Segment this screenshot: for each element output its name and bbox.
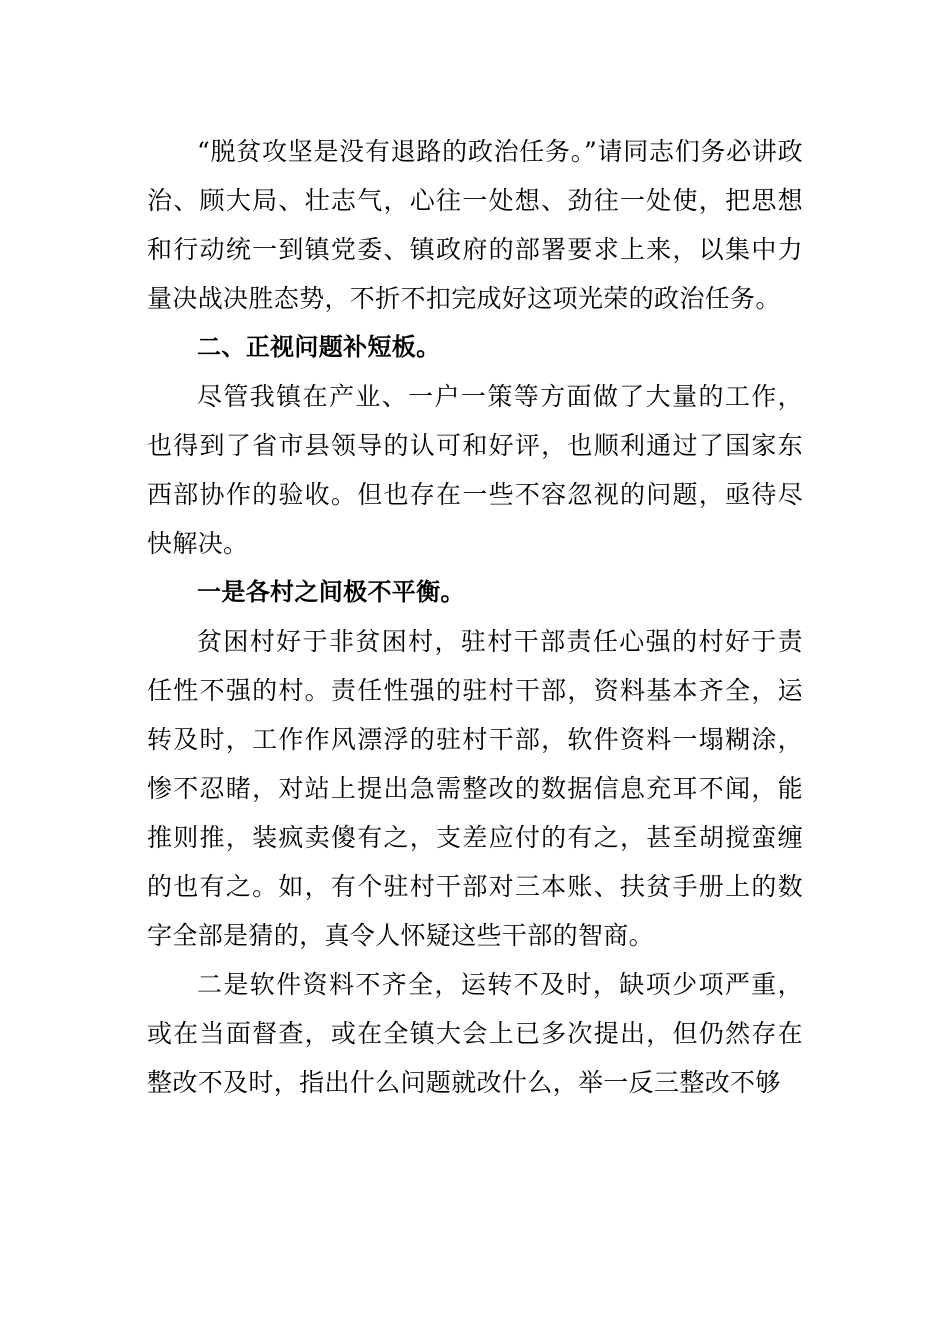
subheading-village-imbalance: 一是各村之间极不平衡。 [197,578,465,606]
paragraph-political-task: “脱贫攻坚是没有退路的政治任务。”请同志们务必讲政治、顾大局、壮志气，心往一处想、劲往一处使，把思想和行动统一到镇党委、镇政府的部署要求上来，以集中力量决战决胜态势，不折不扣完成好这项光荣的政治任务。 [147,137,803,313]
paragraph-village-imbalance-details: 贫困村好于非贫困村，驻村干部责任心强的村好于责任性不强的村。责任性强的驻村干部，资料基本齐全，运转及时，工作作风漂浮的驻村干部，软件资料一塌糊涂，惨不忍睹，对站上提出急需整改的数据信息充耳不闻，能推则推，装疯卖傻有之，支差应付的有之，甚至胡搅蛮缠的也有之。如，有个驻村干部对三本账、扶贫手册上的数字全部是猜的，真令人怀疑这些干部的智商。 [147,627,803,950]
paragraph-achievements-and-problems: 尽管我镇在产业、一户一策等方面做了大量的工作，也得到了省市县领导的认可和好评，也顺利通过了国家东西部协作的验收。但也存在一些不容忽视的问题，亟待尽快解决。 [147,382,803,558]
section-heading-fix-weaknesses: 二、正视问题补短板。 [197,333,441,361]
document-page [147,127,803,1107]
paragraph-incomplete-materials: 二是软件资料不齐全，运转不及时，缺项少项严重，或在当面督查，或在全镇大会上已多次提出，但仍然存在整改不及时，指出什么问题就改什么，举一反三整改不够 [147,970,803,1097]
